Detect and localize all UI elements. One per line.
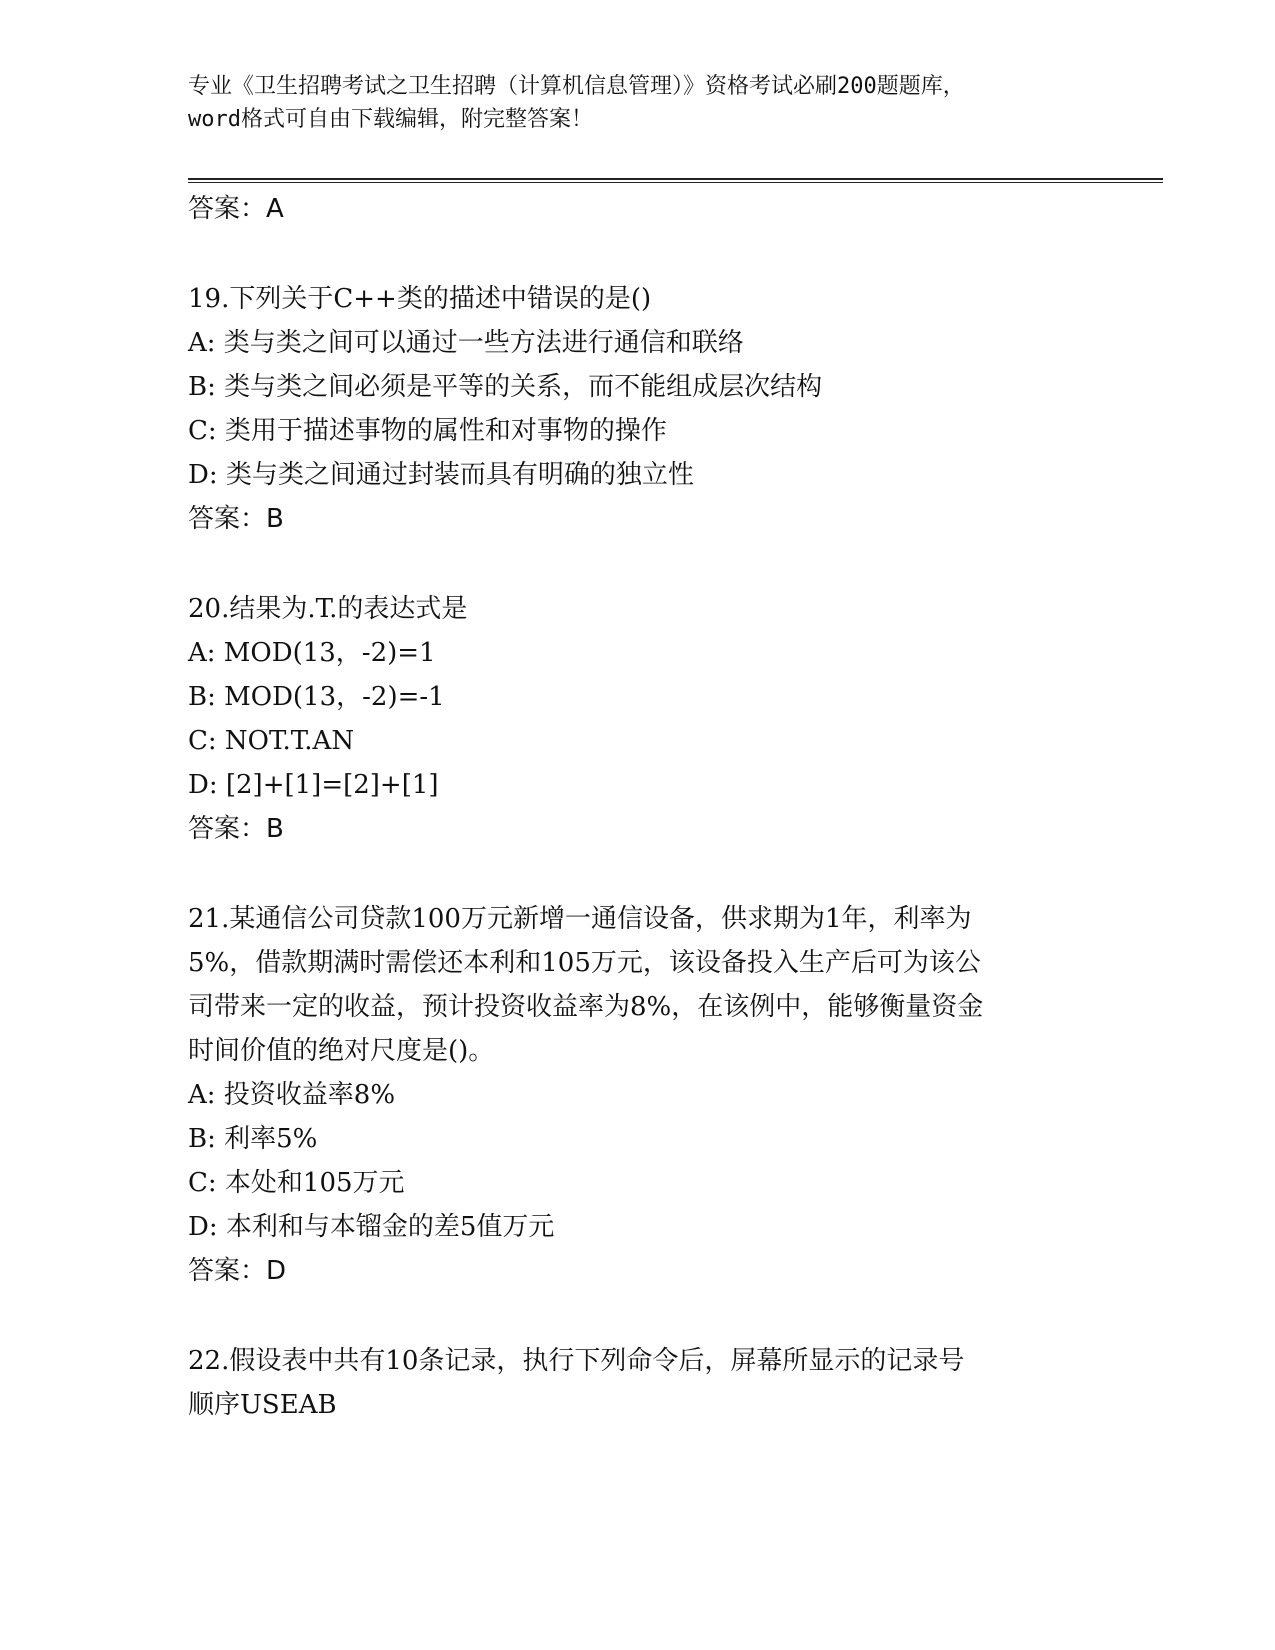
- question-20: 20.结果为.T.的表达式是: [188, 594, 468, 624]
- q20-option-a: A: MOD(13，-2)=1: [188, 638, 436, 668]
- q19-answer: 答案：B: [188, 504, 284, 534]
- question-21-line-4: 时间价值的绝对尺度是()。: [188, 1036, 495, 1066]
- q19-option-d: D: 类与类之间通过封装而具有明确的独立性: [188, 460, 694, 490]
- q20-option-c: C: NOT.T.AN: [188, 726, 355, 756]
- question-21-line-2: 5%，借款期满时需偿还本利和105万元，该设备投入生产后可为该公: [188, 948, 981, 978]
- q19-option-a: A: 类与类之间可以通过一些方法进行通信和联络: [188, 328, 744, 358]
- question-19: 19.下列关于C++类的描述中错误的是(): [188, 284, 652, 314]
- q20-answer: 答案：B: [188, 814, 284, 844]
- header-line-1: 专业《卫生招聘考试之卫生招聘（计算机信息管理）》资格考试必刷200题题库，: [188, 74, 965, 99]
- question-21-line-3: 司带来一定的收益，预计投资收益率为8%，在该例中，能够衡量资金: [188, 992, 984, 1022]
- q21-option-a: A: 投资收益率8%: [188, 1080, 396, 1110]
- q19-option-b: B: 类与类之间必须是平等的关系，而不能组成层次结构: [188, 372, 823, 402]
- header-line-2: word格式可自由下载编辑，附完整答案！: [188, 107, 593, 132]
- header-divider: [188, 178, 1163, 183]
- q19-option-c: C: 类用于描述事物的属性和对事物的操作: [188, 416, 667, 446]
- q21-option-d: D: 本利和与本镏金的差5值万元: [188, 1212, 555, 1242]
- document-header: [188, 70, 1088, 136]
- answer-previous: 答案：A: [188, 194, 284, 224]
- q20-option-b: B: MOD(13，-2)=-1: [188, 682, 445, 712]
- q21-option-b: B: 利率5%: [188, 1124, 318, 1154]
- question-22-line-1: 22.假设表中共有10条记录，执行下列命令后，屏幕所显示的记录号: [188, 1346, 965, 1376]
- q21-answer: 答案：D: [188, 1256, 287, 1286]
- q21-option-c: C: 本处和105万元: [188, 1168, 405, 1198]
- q20-option-d: D: [2]+[1]=[2]+[1]: [188, 770, 439, 800]
- question-22-line-2: 顺序USEAB: [188, 1390, 337, 1420]
- question-21-line-1: 21.某通信公司贷款100万元新增一通信设备，供求期为1年，利率为: [188, 904, 972, 934]
